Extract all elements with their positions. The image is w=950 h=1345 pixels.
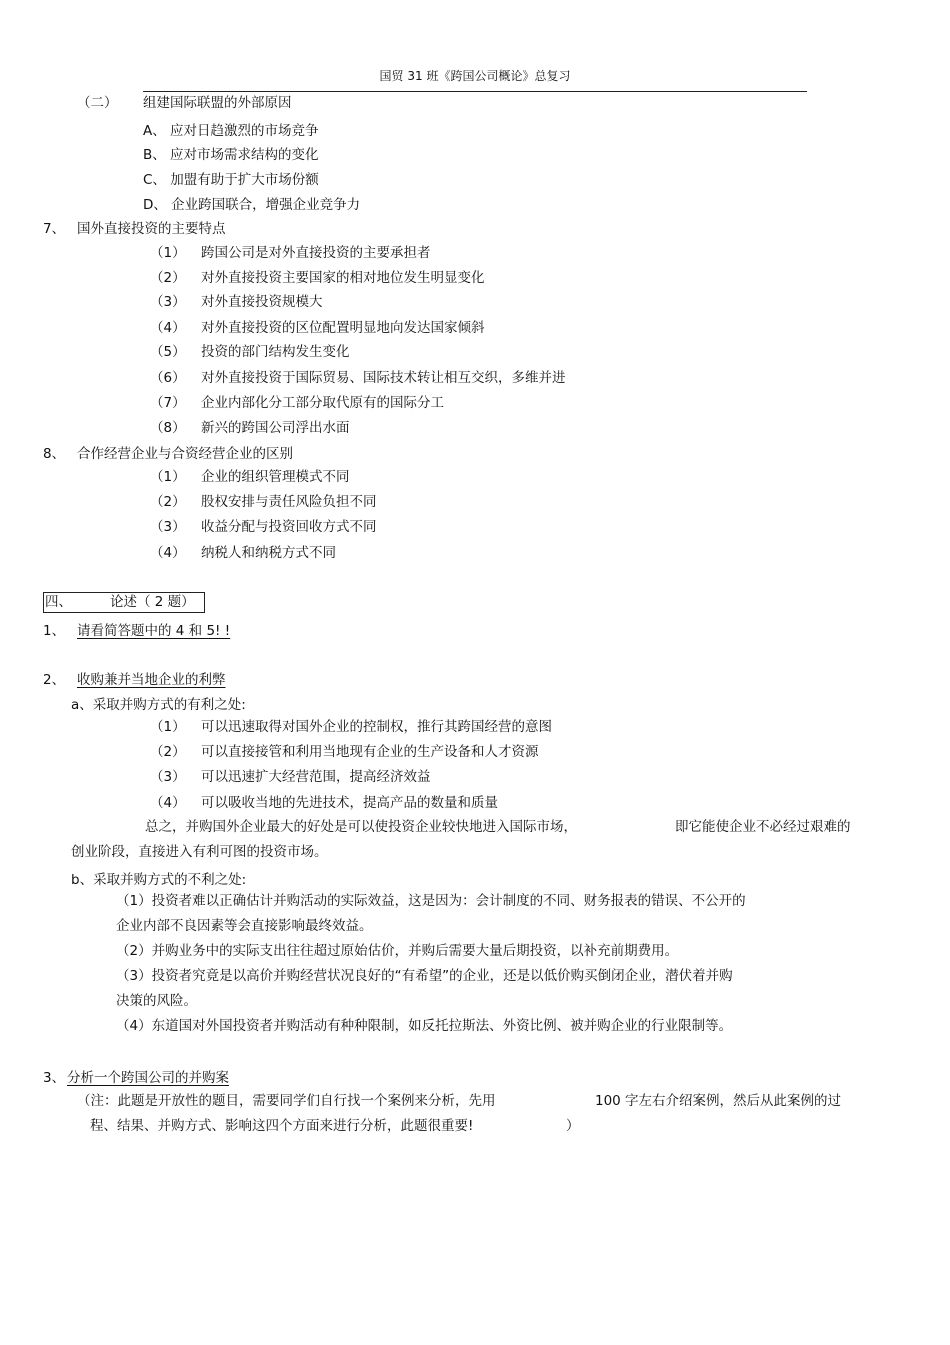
e3-note-line2b: ） bbox=[566, 1118, 580, 1134]
q8-item-1-num: （1） bbox=[150, 469, 186, 485]
e2-a-item-3-num: （3） bbox=[150, 769, 186, 785]
q8-title: 合作经营企业与合资经营企业的区别 bbox=[77, 446, 293, 462]
s2-item-b: B、 应对市场需求结构的变化 bbox=[143, 147, 319, 163]
s2-number: （二） bbox=[77, 95, 118, 111]
e2-a-item-4-text: 可以吸收当地的先进技术，提高产品的数量和质量 bbox=[201, 795, 498, 811]
s2-item-d: D、 企业跨国联合，增强企业竞争力 bbox=[143, 197, 361, 213]
q7-item-7-num: （7） bbox=[150, 395, 186, 411]
q8-item-3-text: 收益分配与投资回收方式不同 bbox=[201, 519, 377, 535]
e2-a-item-2-text: 可以直接接管和利用当地现有企业的生产设备和人才资源 bbox=[201, 744, 539, 760]
q8-number: 8、 bbox=[43, 446, 66, 462]
e2-a-item-1-num: （1） bbox=[150, 719, 186, 735]
e2-a-item-3-text: 可以迅速扩大经营范围，提高经济效益 bbox=[201, 769, 431, 785]
header-rule bbox=[143, 91, 807, 92]
e1-text: 请看简答题中的 4 和 5! ! bbox=[77, 623, 231, 639]
q7-item-1-num: （1） bbox=[150, 245, 186, 261]
q7-item-5-num: （5） bbox=[150, 344, 186, 360]
q7-item-1-text: 跨国公司是对外直接投资的主要承担者 bbox=[201, 245, 431, 261]
q8-item-3-num: （3） bbox=[150, 519, 186, 535]
e2-a-item-1-text: 可以迅速取得对国外企业的控制权，推行其跨国经营的意图 bbox=[201, 719, 552, 735]
e2-b-line-3: （2）并购业务中的实际支出往往超过原始估价，并购后需要大量后期投资，以补充前期费用。 bbox=[116, 943, 679, 959]
q7-item-8-text: 新兴的跨国公司浮出水面 bbox=[201, 420, 350, 436]
q7-title: 国外直接投资的主要特点 bbox=[77, 221, 226, 237]
q8-item-4-num: （4） bbox=[150, 545, 186, 561]
e2-b-title: b、采取并购方式的不利之处: bbox=[71, 872, 247, 888]
q7-number: 7、 bbox=[43, 221, 66, 237]
e2-summary-line1a: 总之，并购国外企业最大的好处是可以使投资企业较快地进入国际市场， bbox=[145, 819, 577, 835]
q7-item-4-num: （4） bbox=[150, 320, 186, 336]
e3-note-line2a: 程、结果、并购方式、影响这四个方面来进行分析，此题很重要! bbox=[90, 1118, 474, 1134]
s2-item-c: C、 加盟有助于扩大市场份额 bbox=[143, 172, 319, 188]
e2-b-line-2: 企业内部不良因素等会直接影响最终效益。 bbox=[116, 918, 373, 934]
q7-item-3-num: （3） bbox=[150, 294, 186, 310]
e3-note-line1a: （注：此题是开放性的题目，需要同学们自行找一个案例来分析，先用 bbox=[77, 1093, 496, 1109]
q7-item-8-num: （8） bbox=[150, 420, 186, 436]
e2-a-item-4-num: （4） bbox=[150, 795, 186, 811]
e2-summary-line1b: 即它能使企业不必经过艰难的 bbox=[675, 819, 851, 835]
e2-b-line-1: （1）投资者难以正确估计并购活动的实际效益，这是因为：会计制度的不同、财务报表的错误、不公开的 bbox=[116, 893, 746, 909]
e2-b-line-6: （4）东道国对外国投资者并购活动有种种限制，如反托拉斯法、外资比例、被并购企业的行业限制等。 bbox=[116, 1018, 733, 1034]
q7-item-4-text: 对外直接投资的区位配置明显地向发达国家倾斜 bbox=[201, 320, 485, 336]
e2-a-title: a、采取并购方式的有利之处: bbox=[71, 697, 246, 713]
e3-title: 分析一个跨国公司的并购案 bbox=[67, 1070, 229, 1086]
e3-note-line1b: 100 字左右介绍案例，然后从此案例的过 bbox=[595, 1093, 842, 1109]
q7-item-6-text: 对外直接投资于国际贸易、国际技术转让相互交织，多维并进 bbox=[201, 370, 566, 386]
e1-number: 1、 bbox=[43, 623, 66, 639]
q8-item-4-text: 纳税人和纳税方式不同 bbox=[201, 545, 336, 561]
q7-item-6-num: （6） bbox=[150, 370, 186, 386]
e2-summary-line2: 创业阶段，直接进入有利可图的投资市场。 bbox=[71, 844, 328, 860]
section4-title: 论述（ 2 题） bbox=[110, 594, 195, 610]
e2-b-line-5: 决策的风险。 bbox=[116, 993, 197, 1009]
e2-a-item-2-num: （2） bbox=[150, 744, 186, 760]
e2-title: 收购兼并当地企业的利弊 bbox=[77, 672, 226, 688]
q8-item-2-text: 股权安排与责任风险负担不同 bbox=[201, 494, 377, 510]
e2-number: 2、 bbox=[43, 672, 66, 688]
q7-item-3-text: 对外直接投资规模大 bbox=[201, 294, 323, 310]
q8-item-2-num: （2） bbox=[150, 494, 186, 510]
section4-number: 四、 bbox=[45, 594, 72, 610]
q8-item-1-text: 企业的组织管理模式不同 bbox=[201, 469, 350, 485]
q7-item-2-text: 对外直接投资主要国家的相对地位发生明显变化 bbox=[201, 270, 485, 286]
e2-b-line-4: （3）投资者究竟是以高价并购经营状况良好的“有希望”的企业，还是以低价购买倒闭企业，潜伏着并购 bbox=[116, 968, 733, 984]
q7-item-5-text: 投资的部门结构发生变化 bbox=[201, 344, 350, 360]
e3-number: 3、 bbox=[43, 1070, 66, 1086]
s2-item-a: A、 应对日趋激烈的市场竞争 bbox=[143, 123, 319, 139]
q7-item-7-text: 企业内部化分工部分取代原有的国际分工 bbox=[201, 395, 444, 411]
s2-title: 组建国际联盟的外部原因 bbox=[143, 95, 292, 111]
q7-item-2-num: （2） bbox=[150, 270, 186, 286]
page-header: 国贸 31 班《跨国公司概论》总复习 bbox=[379, 69, 571, 83]
